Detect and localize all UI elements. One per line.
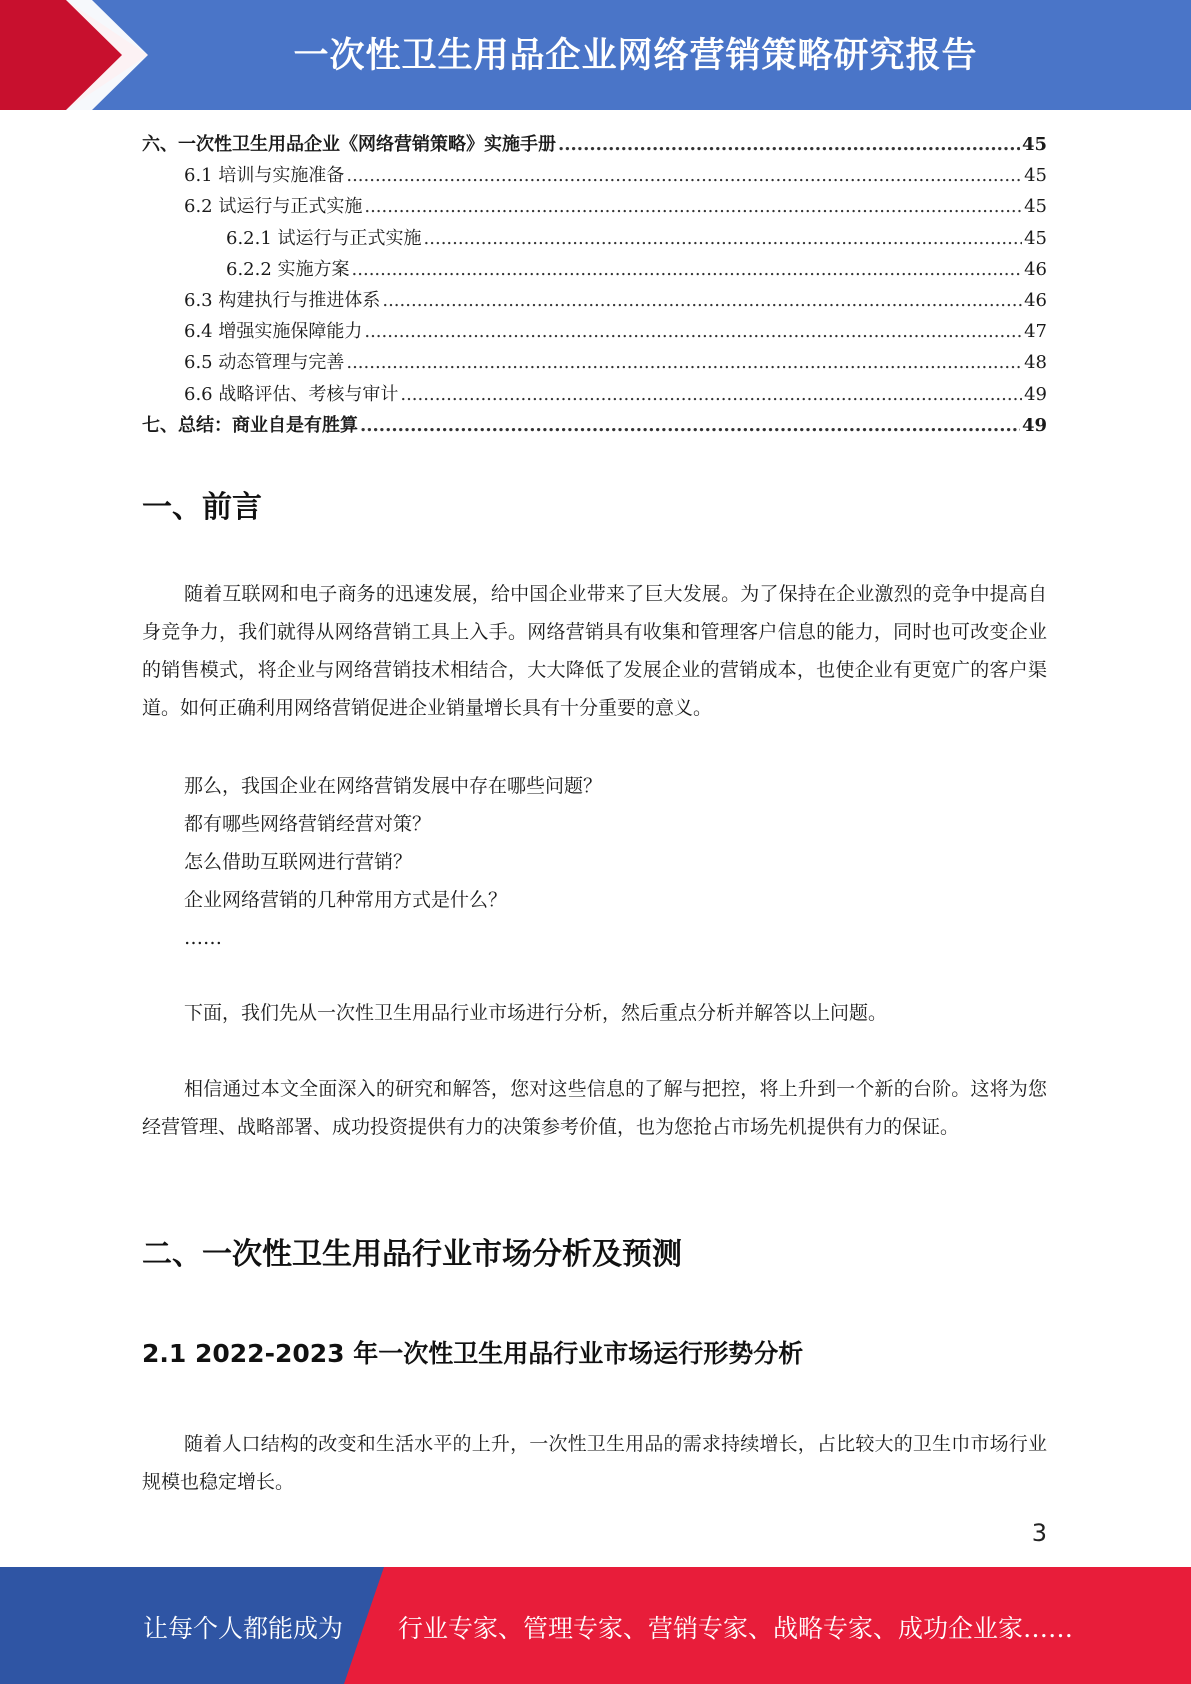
toc-entry-page: 49: [1021, 414, 1047, 436]
footer-slogan-left: 让每个人都能成为: [143, 1614, 344, 1643]
footer-banner: [0, 1567, 1191, 1684]
toc-entry-page: 45: [1024, 196, 1047, 218]
toc-entry-page: 45: [1024, 165, 1047, 187]
toc-entry[interactable]: [142, 223, 1047, 254]
toc-entry-title: 七、总结：商业自是有胜算: [142, 414, 358, 436]
toc-entry[interactable]: [142, 254, 1047, 285]
toc-entry[interactable]: [142, 129, 1047, 160]
toc-entry-title: 6.1 培训与实施准备: [184, 165, 345, 187]
toc-leader-dots: [346, 347, 1022, 378]
toc-leader-dots: [364, 191, 1022, 222]
subsection-heading: 2.1 2022-2023 年一次性卫生用品行业市场运行形势分析: [142, 1339, 804, 1368]
toc-entry[interactable]: [142, 347, 1047, 378]
question-item: 怎么借助互联网进行营销？: [184, 851, 413, 873]
toc-leader-dots: [382, 285, 1022, 316]
toc-entry[interactable]: [142, 379, 1047, 410]
toc-entry-title: 六、一次性卫生用品企业《网络营销策略》实施手册: [142, 134, 556, 155]
toc-entry-page: 48: [1024, 352, 1047, 374]
toc-leader-dots: [360, 410, 1020, 441]
toc-entry[interactable]: [142, 191, 1047, 222]
red-chevron-decoration: [0, 0, 160, 110]
toc-leader-dots: [352, 254, 1023, 285]
section-heading-market-analysis: 二、一次性卫生用品行业市场分析及预测: [142, 1237, 682, 1272]
toc-entry-page: 45: [1021, 134, 1047, 155]
toc-leader-dots: [346, 160, 1022, 191]
question-item: ……: [184, 927, 222, 949]
toc-entry[interactable]: [142, 285, 1047, 316]
header-banner: [0, 0, 1191, 110]
closing-paragraph: 相信通过本文全面深入的研究和解答，您对这些信息的了解与把控，将上升到一个新的台阶。这将为您经营管理、战略部署、成功投资提供有力的决策参考价值，也为您抢占市场先机提供有力的保证。: [142, 1078, 1047, 1138]
question-list: [184, 767, 1044, 957]
toc-leader-dots: [558, 129, 1020, 160]
report-title: 一次性卫生用品企业网络营销策略研究报告: [293, 36, 978, 76]
toc-entry[interactable]: [142, 316, 1047, 347]
toc-entry[interactable]: [142, 160, 1047, 191]
toc-entry[interactable]: [142, 410, 1047, 441]
page-number: 3: [1031, 1519, 1047, 1547]
toc-entry-page: 46: [1024, 258, 1047, 280]
toc-entry-title: 6.6 战略评估、考核与审计: [184, 383, 399, 405]
toc-entry-title: 6.3 构建执行与推进体系: [184, 289, 381, 311]
transition-paragraph: 下面，我们先从一次性卫生用品行业市场进行分析，然后重点分析并解答以上问题。: [184, 1002, 888, 1024]
toc-entry-page: 49: [1024, 383, 1047, 405]
toc-entry-title: 6.2.2 实施方案: [226, 258, 350, 280]
footer-slogan-right: 行业专家、管理专家、营销专家、战略专家、成功企业家……: [398, 1614, 1074, 1643]
toc-entry-page: 45: [1024, 227, 1047, 249]
toc-entry-title: 6.5 动态管理与完善: [184, 352, 345, 374]
question-item: 都有哪些网络营销经营对策？: [184, 813, 432, 835]
toc-entry-title: 6.4 增强实施保障能力: [184, 321, 363, 343]
toc-leader-dots: [364, 316, 1022, 347]
toc-entry-title: 6.2 试运行与正式实施: [184, 196, 363, 218]
question-item: 企业网络营销的几种常用方式是什么？: [184, 889, 508, 911]
section-heading-preface: 一、前言: [142, 490, 262, 525]
toc-entry-title: 6.2.1 试运行与正式实施: [226, 227, 422, 249]
toc-entry-page: 47: [1024, 321, 1047, 343]
table-of-contents: [142, 129, 1047, 441]
preface-paragraph: 随着互联网和电子商务的迅速发展，给中国企业带来了巨大发展。为了保持在企业激烈的竞争中提高自身竞争力，我们就得从网络营销工具上入手。网络营销具有收集和管理客户信息的能力，同时也可改变企业的销售模式，将企业与网络营销技术相结合，大大降低了发展企业的营销成本，也使企业有更宽广的客户渠道。如何正确利用网络营销促进企业销量增长具有十分重要的意义。: [142, 583, 1047, 719]
toc-leader-dots: [424, 223, 1023, 254]
toc-leader-dots: [400, 379, 1022, 410]
toc-entry-page: 46: [1024, 289, 1047, 311]
market-paragraph: 随着人口结构的改变和生活水平的上升，一次性卫生用品的需求持续增长，占比较大的卫生巾市场行业规模也稳定增长。: [142, 1433, 1047, 1493]
question-item: 那么，我国企业在网络营销发展中存在哪些问题？: [184, 775, 603, 797]
